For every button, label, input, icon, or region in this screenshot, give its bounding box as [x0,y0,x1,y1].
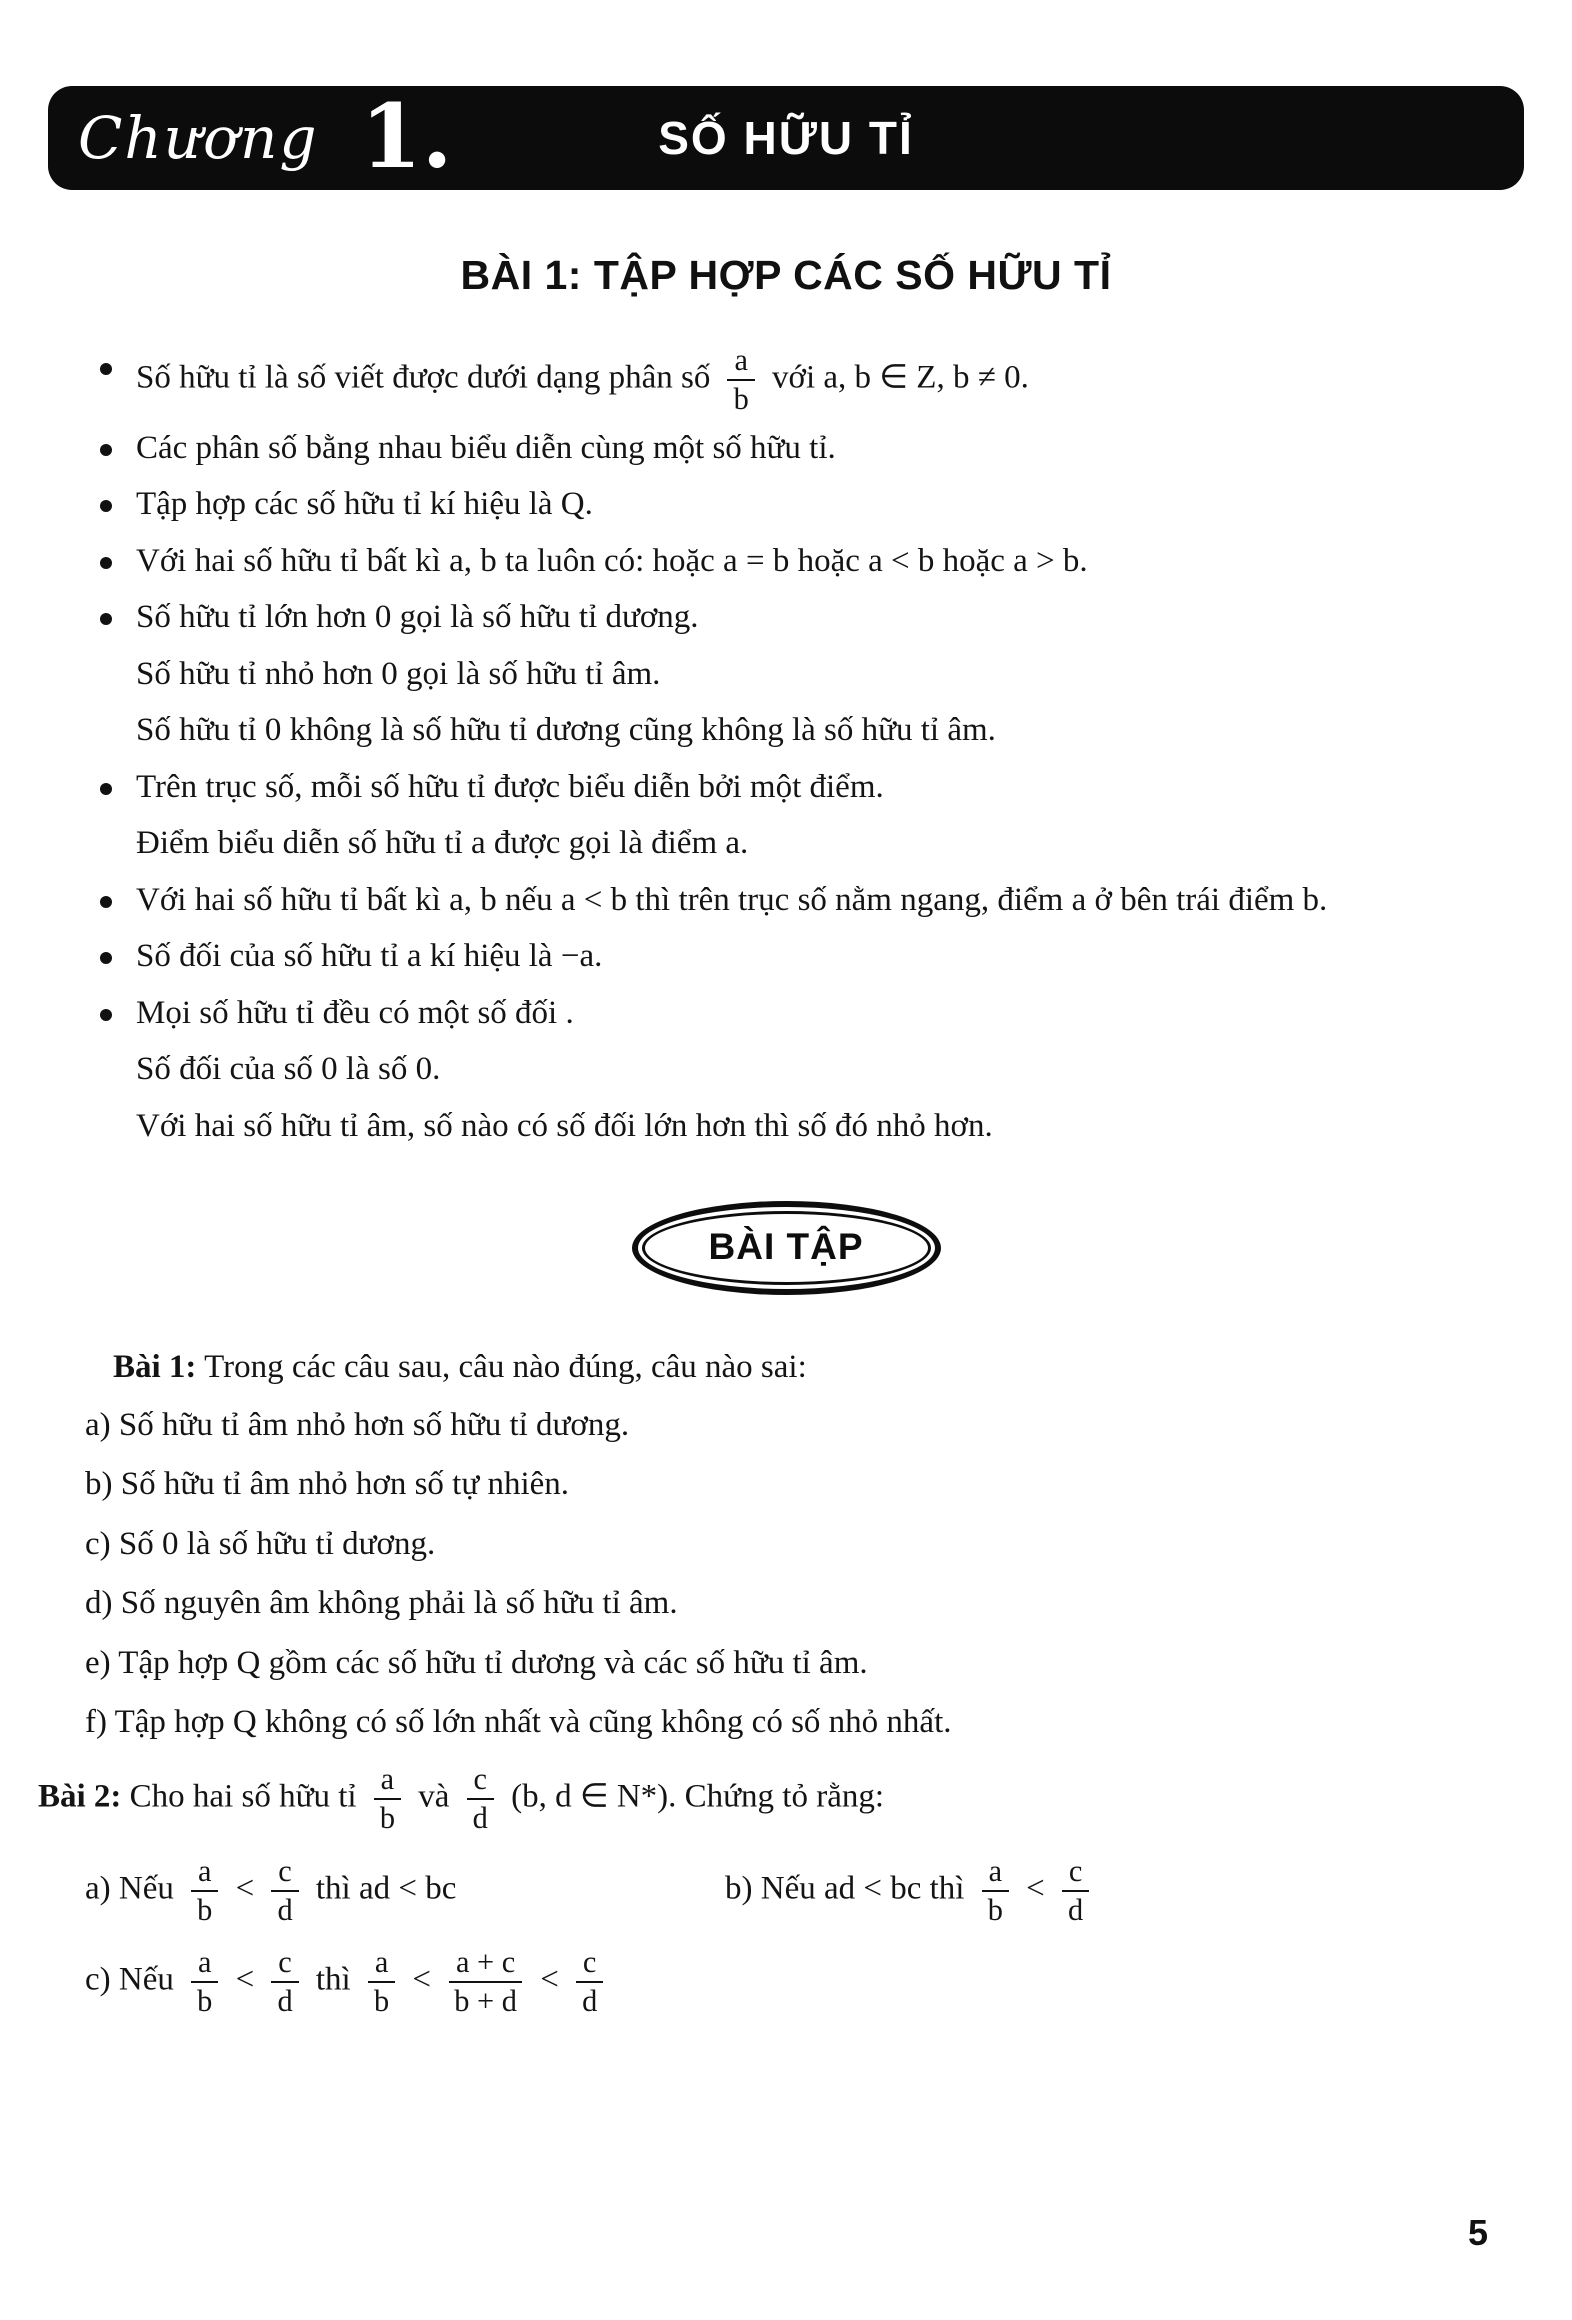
exercise-label: Bài 2: [38,1778,122,1815]
fraction [367,1945,396,2019]
text-run: a) Nếu [85,1870,183,1907]
fraction [270,1854,299,1928]
bullet-spacer [100,650,136,700]
theory-text [136,343,1490,417]
text-run: Cho hai số hữu tỉ [129,1778,365,1815]
text-run: Số hữu tỉ là số viết được dưới dạng phân số [136,359,719,396]
exercise-row [85,1639,1512,1689]
fraction [373,1762,402,1836]
fraction [466,1762,495,1836]
fraction-denominator: b [197,1892,213,1927]
theory-text [136,480,1490,530]
exercise-row [85,1854,1512,1928]
theory-text [136,537,1490,587]
exercise-label: Bài 1: [113,1349,197,1386]
fraction-denominator: d [1068,1892,1084,1927]
text-run: Trong các câu sau, câu nào đúng, câu nào sai: [204,1349,807,1386]
text-run: Điểm biểu diễn số hữu tỉ a được gọi là điểm a. [136,825,749,862]
theory-text [136,932,1490,982]
text-run: e) Tập hợp Q gồm các số hữu tỉ dương và các số hữu tỉ âm. [85,1644,868,1681]
exercise-item [85,1520,1512,1570]
fraction [270,1945,299,2019]
bullet-icon [100,593,136,643]
fraction-denominator: d [582,1984,598,2019]
theory-text [136,650,1490,700]
fraction [190,1945,219,2019]
bullet-icon [100,343,136,417]
fraction-numerator: a [982,1854,1009,1892]
chapter-banner [48,86,1524,190]
fraction-numerator: a [727,343,754,381]
fraction-denominator: d [277,1984,293,2019]
bullet-icon [100,424,136,474]
exercise-item [85,1579,1512,1629]
text-run: b) Nếu ad < bc thì [725,1870,973,1907]
theory-text [136,706,1490,756]
bullet-icon [100,480,136,530]
exercise-header [38,1762,1512,1836]
exercise-row [85,1698,1512,1748]
fraction [447,1945,524,2019]
theory-item [100,763,1490,813]
fraction-denominator: b + d [454,1984,517,2019]
theory-text [136,1045,1490,1095]
fraction-numerator: a [191,1945,218,1983]
theory-item [100,343,1490,417]
text-run: < [404,1961,440,1998]
page-number: 5 [1467,2212,1488,2253]
bullet-icon [100,537,136,587]
text-run: < [531,1961,568,1998]
bullet-icon [100,876,136,926]
chapter-label: Chương [78,104,319,172]
theory-text [136,1102,1490,1152]
exercises-badge [632,1201,941,1295]
fraction-numerator: a [368,1945,395,1983]
fraction-denominator: b [987,1892,1003,1927]
fraction-denominator: b [373,1984,390,2019]
fraction-denominator: d [472,1800,488,1835]
exercise-item [85,1698,1512,1748]
theory-item [100,932,1490,982]
lesson-title: BÀI 1: TẬP HỢP CÁC SỐ HỮU TỈ [460,252,1112,298]
theory-text [136,593,1490,643]
theory-item [100,819,1490,869]
text-run: (b, d ∈ N*). Chứng tỏ rằng: [502,1778,885,1815]
text-run: Tập hợp các số hữu tỉ kí hiệu là Q. [136,486,593,523]
text-run: < [1017,1870,1054,1907]
exercise-row [85,1460,1512,1510]
theory-item [100,480,1490,530]
text-run: < [227,1961,263,1998]
theory-text [136,876,1490,926]
fraction-numerator: c [1062,1854,1089,1892]
fraction [190,1854,219,1928]
fraction-numerator: c [271,1854,298,1892]
chapter-number: 1. [360,84,453,188]
text-run: thì [307,1961,359,1998]
exercise-item [85,1460,1512,1510]
text-run: c) Nếu [85,1961,183,1998]
fraction-numerator: c [576,1945,603,1983]
fraction-denominator: b [379,1800,396,1835]
fraction-denominator: b [197,1984,213,2019]
text-run: Số đối của số 0 là số 0. [136,1051,441,1088]
text-run: Mọi số hữu tỉ đều có một số đối . [136,994,574,1031]
bullet-icon [100,932,136,982]
theory-item [100,989,1490,1039]
fraction-numerator: a + c [449,1945,522,1983]
fraction-numerator: c [271,1945,298,1983]
text-run: f) Tập hợp Q không có số lớn nhất và cũng không có số nhỏ nhất. [85,1704,952,1741]
exercise-row [85,1579,1512,1629]
bullet-spacer [100,1102,136,1152]
exercise-header [113,1343,1512,1393]
exercise-item [85,1945,1512,2019]
exercise-item [725,1854,1098,1928]
exercise-1 [38,1343,1512,1748]
theory-text [136,424,1490,474]
theory-item [100,650,1490,700]
fraction-numerator: a [374,1762,401,1800]
fraction [575,1945,604,2019]
exercise-item [85,1854,725,1928]
text-run: Trên trục số, mỗi số hữu tỉ được biểu diễn bởi một điểm. [136,768,884,805]
theory-item [100,424,1490,474]
fraction [1061,1854,1090,1928]
chapter-title: SỐ HỮU TỈ [658,112,914,164]
text-run: Số đối của số hữu tỉ a kí hiệu là −a. [136,938,603,975]
exercise-2 [38,1762,1512,2019]
fraction [727,343,756,417]
fraction [981,1854,1010,1928]
text-run: b) Số hữu tỉ âm nhỏ hơn số tự nhiên. [85,1466,570,1503]
theory-item [100,537,1490,587]
bullet-icon [100,763,136,813]
text-run: < [227,1870,263,1907]
theory-item [100,593,1490,643]
text-run: c) Số 0 là số hữu tỉ dương. [85,1525,436,1562]
text-run: Với hai số hữu tỉ âm, số nào có số đối lớn hơn thì số đó nhỏ hơn. [136,1107,993,1144]
theory-text [136,819,1490,869]
text-run: Số hữu tỉ lớn hơn 0 gọi là số hữu tỉ dương. [136,599,699,636]
text-run: d) Số nguyên âm không phải là số hữu tỉ âm. [85,1585,678,1622]
theory-item [100,706,1490,756]
fraction-denominator: b [733,381,749,416]
text-run: Các phân số bằng nhau biểu diễn cùng một số hữu tỉ. [136,429,836,466]
theory-list [100,343,1490,1151]
fraction-numerator: a [191,1854,218,1892]
bullet-spacer [100,819,136,869]
text-run: a) Số hữu tỉ âm nhỏ hơn số hữu tỉ dương. [85,1406,630,1443]
exercise-row [85,1520,1512,1570]
theory-text [136,763,1490,813]
text-run: và [410,1778,458,1815]
text-run: Số hữu tỉ nhỏ hơn 0 gọi là số hữu tỉ âm. [136,655,661,692]
bullet-spacer [100,1045,136,1095]
fraction-numerator: c [467,1762,494,1800]
bullet-spacer [100,706,136,756]
theory-item [100,1102,1490,1152]
theory-text [136,989,1490,1039]
exercise-row [85,1945,1512,2019]
text-run: Số hữu tỉ 0 không là số hữu tỉ dương cũng không là số hữu tỉ âm. [136,712,996,749]
exercise-list [38,1343,1512,2019]
exercise-item [85,1639,1512,1689]
text-run: với a, b ∈ Z, b ≠ 0. [763,359,1029,396]
theory-item [100,1045,1490,1095]
text-run: Với hai số hữu tỉ bất kì a, b nếu a < b thì trên trục số nằm ngang, điểm a ở bên trái điểm b. [136,881,1328,918]
badge-wrap [0,1201,1572,1295]
exercises-badge-label: BÀI TẬP [642,1211,931,1285]
theory-item [100,876,1490,926]
fraction-denominator: d [277,1892,293,1927]
text-run: thì ad < bc [307,1870,457,1907]
exercise-row [85,1401,1512,1451]
text-run: Với hai số hữu tỉ bất kì a, b ta luôn có: hoặc a = b hoặc a < b hoặc a > b. [136,542,1088,579]
bullet-icon [100,989,136,1039]
exercise-item [85,1401,1512,1451]
